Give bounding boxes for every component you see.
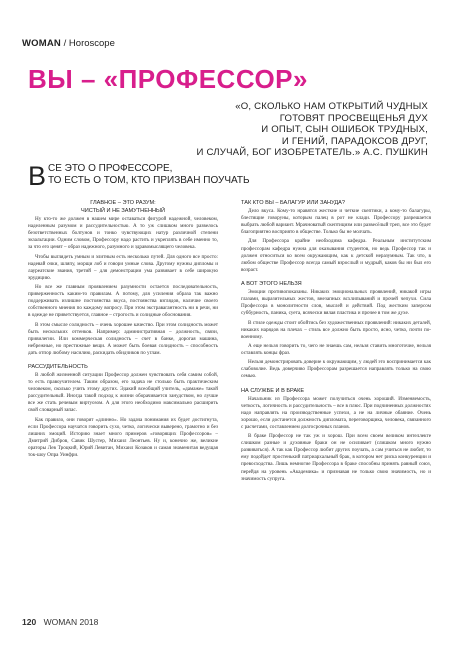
- paragraph: В браке Профессор не так уж и хорош. При всем своем великом интеллекте слишком разные и духовные браки он не осиливает (слишком много нужно развиваться). А так как Профессор любит других поучать, а сам учиться не любит, то ему подойдет простенький патриархальный брак, в котором нет риска конкуренции и превосходства. Лишь немногие Профессора в браке способны принять равный союз, перейдя на уровень «Академика» и признавая не только свою значимость, но и значимость супруга.: [241, 433, 431, 482]
- section-heading: РАССУДИТЕЛЬНОСТЬ: [28, 364, 88, 371]
- paragraph: А еще нельзя говорить то, чего не знаешь сам, нельзя ставить многоточие, нельзя оставлять концы фраз.: [241, 342, 431, 356]
- paragraph: Нельзя демонстрировать доверие к окружающим, у людей это воспринимается как слабоволие. Ведь доверчиво Профессорам разрешается направлять только на свою семью.: [241, 359, 431, 380]
- section-heading: НА СЛУЖБЕ И В БРАКЕ: [241, 387, 305, 394]
- paragraph: Для Профессора крайне необходима кафедра. Реальным институтским профессорам кафедра нужна для оказывания студентов, но ведь Профессор так и должен относиться ко всем окружающим, как к детской неразумным. Так что, в любом обществе Профессор всегда самый взрослый и мудрый, каков бы ни был его возраст.: [241, 238, 431, 273]
- brand-name: WOMAN: [22, 38, 61, 49]
- section-name: Horoscope: [68, 38, 115, 49]
- section-header: [22, 38, 115, 49]
- header-separator: /: [63, 38, 67, 49]
- epigraph-quote: [138, 101, 428, 159]
- quote-line: [138, 147, 428, 159]
- quote-author: А.С. ПУШКИН: [363, 147, 428, 159]
- section-heading: ТАК КТО ВЫ – БАЛАГУР ИЛИ ЗАНУДА?: [241, 200, 346, 206]
- quote-line: И ОПЫТ, СЫН ОШИБОК ТРУДНЫХ,: [261, 124, 428, 136]
- issue-year: 2018: [79, 617, 99, 627]
- section-heading: ЧИСТЫЙ И НЕ ЗАМУТНЕННЫЙ: [80, 208, 165, 214]
- lede-line-1: СЕ ЭТО О ПРОФЕССОРЕ,: [48, 163, 173, 174]
- paragraph: В этом смысле солидность – очень хорошее качество. При этом солидность может быть нескольких оттенков. Например: административная – должность, связи, привилегии. Или коммерческая солидность – счет в банке, дорогая машина, небрежные, но престижные вещи. А может быть боевая солидность – способность дать отпор любому насилию, раскидать обидчиков по углам.: [28, 321, 218, 356]
- quote-line: ГОТОВЯТ ПРОСВЕЩЕНЬЯ ДУХ: [279, 112, 428, 124]
- quote-line: И ГЕНИЙ, ПАРАДОКСОВ ДРУГ,: [281, 135, 428, 147]
- paragraph: Дело вкуса. Кому-то нравятся жесткие и четкие скептики, а кому-то балагуры, блестящие говоруны, которым палец в рот не клади. Профессору разрешается выбрать любой вариант. Мрачноватый скептицизм или развесёлый треп, все это будет благоприятно восприято в обществе. Только бы не молчать.: [241, 208, 431, 236]
- lede: [28, 161, 268, 191]
- quote-line: «О, СКОЛЬКО НАМ ОТКРЫТИЙ ЧУДНЫХ: [235, 101, 428, 112]
- section-heading: ГЛАВНОЕ – ЭТО РАЗУМ:: [90, 200, 156, 206]
- paragraph: Ну кто-то же должен в нашем мире оставаться фигурой надежной, человеком, наделенным разумом и рассудительностью. А то уж слишком много развелось безответственных болтунов и тонко чувствующих натур различной степени экзальтации. Одним словом, Профессору надо растить и укреплять в себе именно то, за что его ценят – образ надежного, разумного и здравомыслящего человека.: [28, 216, 218, 251]
- section-heading: А ВОТ ЭТОГО НЕЛЬЗЯ: [241, 281, 302, 288]
- paragraph: В стиле одежды стоит обойтись без художественных проявлений: никаких деталей, никаких нарядов на плечах – стиль все должно быть просто, ясно, четко, почти по-военному.: [241, 319, 431, 340]
- page-title: ВЫ – «ПРОФЕССОР»: [28, 64, 308, 94]
- paragraph: Эмоции противопоказаны. Никаких эмоциональных проявлений, никакой игры глазами, выразительных жестов, внезапных всхлипываний и прочей чепухи. Сила Профессора в монолитности слов, мыслей и действий. Под жестким заперсом суббурность, паника, суета, всячески вялая пластика и прочее в том же духе.: [241, 289, 431, 317]
- lede-line-2: ТО ЕСТЬ О ТОМ, КТО ПРИЗВАН ПОУЧАТЬ: [48, 174, 250, 186]
- page-number: 120: [22, 617, 37, 627]
- drop-cap: В: [28, 161, 47, 191]
- paragraph: Но все же главным проявлением разумности остается последовательность, приверженность каким-то правилам. А потому, для усиления образа так важно поддерживать излишне постоянства вкуса, постоянства взглядов, наличие своего собственного мнения по каждому вопросу. При этом экстравагантность ни в речи, ни в одежде не приветствуется, главное – строгость и солидные обоснования.: [28, 284, 218, 319]
- paragraph: Начальник из Профессора может получиться очень хороший. Изменяемость, четкость, логичность и рассудительность – все в плюс. При подчиненных должностях надо направлять на производственные успехи, а не на личные обаяние. Очень хорошо, если достанется должность дипломата, переговорщика, человека, связанного с расчетами, составлением долгосрочных планов.: [241, 395, 431, 430]
- paragraph: В любой жизненной ситуации Профессор должен чувствовать себя самим собой, то есть правоучителем. Таким образом, его задача не столько быть практическим человеком, сколько учить этому других. Эдакий всеобщий учитель, «дамаже» такой рассудительный. Иногда такой подход к жизни оборачивается занудством, но лучше все же стать речевым виртуозом. А для этого необходимо максимально расширить свой словарный запас.: [28, 372, 218, 414]
- paragraph: Чтобы выглядеть умным и элитным есть несколько путей. Для одного все просто: надевай очки, шляпу, морщи лоб и говори умные слова. Другому нужны дипломы и лауреатские звания, третий – для демонстрации ума развивает в себе широкую эрудицию.: [28, 253, 218, 281]
- paragraph: Как правило, они говорят «длинно». Но задача понимания их будет достигнута, если Профессора научатся говорить сухо, четко, логически выверено, грамотно и без лишних эмоций. Историю знает много примеров «говорящих Профессоров» – Дмитрий Дибров, Савик Шустер, Михаил Леонтьев. Ну и, конечно же, великие ораторы Лев Троцкий, Юрий Левитан, Михаил Козаков и самая знаменитая ведущая ток-шоу Опра Уинфри.: [28, 416, 218, 458]
- page-footer: [22, 617, 98, 627]
- quote-line-text: И СЛУЧАЙ, БОГ ИЗОБРЕТАТЕЛЬ.»: [196, 147, 361, 159]
- left-column: [28, 200, 218, 461]
- right-column: [241, 200, 431, 485]
- magazine-name: WOMAN: [43, 617, 78, 627]
